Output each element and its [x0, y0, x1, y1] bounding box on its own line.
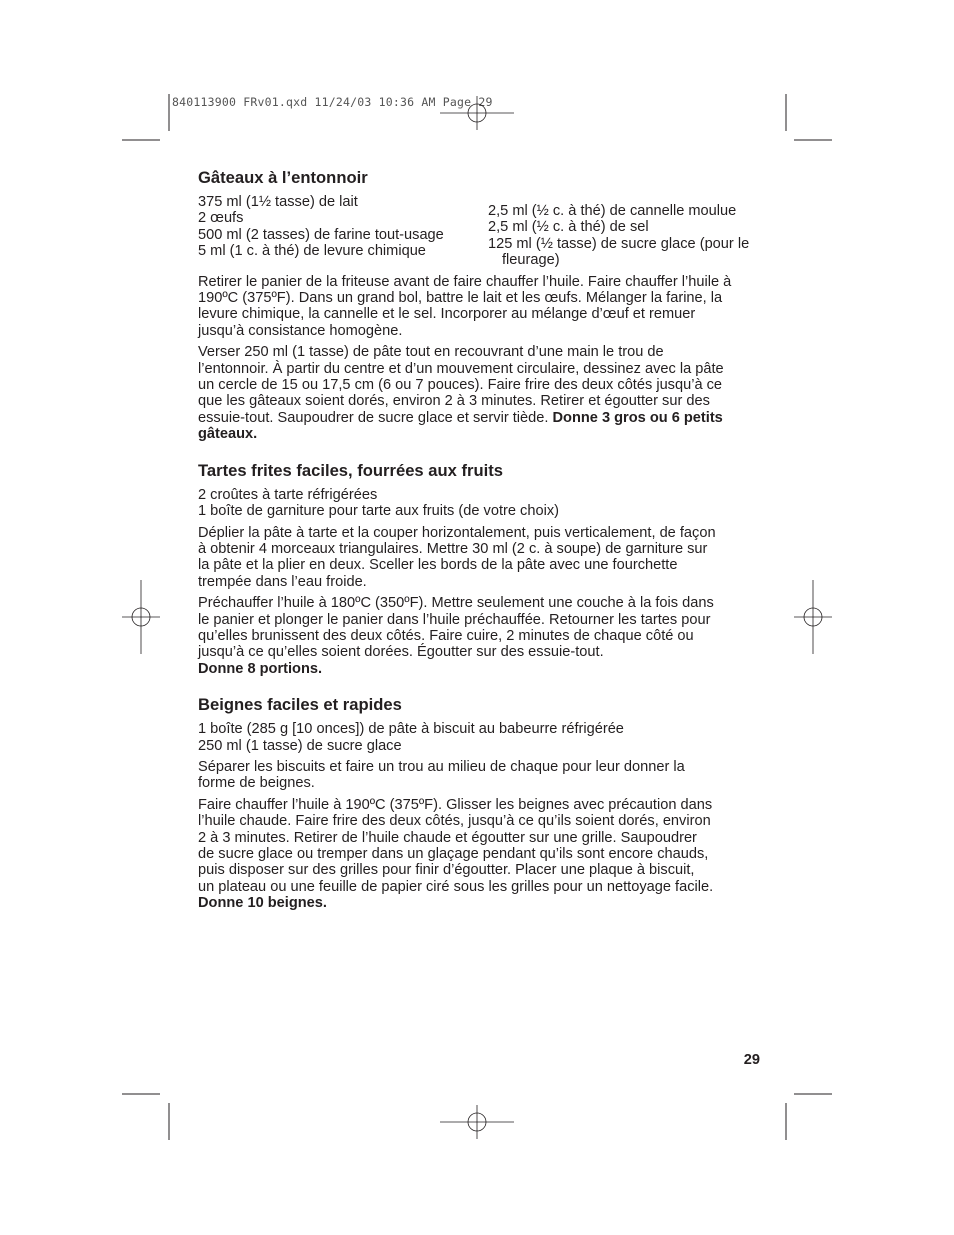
instruction-paragraph: [198, 595, 760, 677]
registration-target-bottom: [440, 1105, 514, 1139]
ingredient: 1 boîte de garniture pour tarte aux fruits (de votre choix): [198, 503, 559, 520]
text-line: 190ºC (375ºF). Dans un grand bol, battre le lait et les œufs. Mélanger la farine, la: [198, 290, 723, 307]
text-line: jusqu’à ce qu’elles soient dorées. Égoutter sur des essuie-tout.: [198, 644, 604, 661]
ingredient-columns: [198, 194, 760, 269]
ingredient: 125 ml (½ tasse) de sucre glace (pour le fleurage): [488, 235, 750, 269]
registration-target-top: [440, 96, 514, 130]
recipe-yield: Donne 3 gros ou 6 petits gâteaux.: [198, 409, 723, 443]
ingredient: 2 croûtes à tarte réfrigérées: [198, 486, 378, 503]
registration-target-right: [794, 580, 832, 654]
text-line: Séparer les biscuits et faire un trou au milieu de chaque pour leur donner la: [198, 758, 685, 775]
text-line: la pâte et la plier en deux. Sceller les bords de la pâte avec une fourchette: [198, 557, 678, 574]
ingredient: 2 œufs: [198, 210, 244, 227]
text-line: Préchauffer l’huile à 180ºC (350ºF). Mettre seulement une couche à la fois dans: [198, 595, 714, 612]
ingredient: 2,5 ml (½ c. à thé) de cannelle moulue: [488, 203, 737, 219]
ingredient-list-left: [198, 194, 468, 269]
ingredient: 375 ml (1½ tasse) de lait: [198, 194, 358, 210]
text-line: essuie-tout. Saupoudrer de sucre glace et servir tiède.: [198, 409, 549, 426]
ingredient: 1 boîte (285 g [10 onces]) de pâte à biscuit au babeurre réfrigérée: [198, 721, 624, 738]
text-line: forme de beignes.: [198, 775, 315, 792]
text-line: Faire chauffer l’huile à 190ºC (375ºF). Glisser les beignes avec précaution dans: [198, 796, 713, 813]
recipe-yield: Donne 8 portions.: [198, 660, 323, 677]
text-line: Déplier la pâte à tarte et la couper horizontalement, puis verticalement, de façon: [198, 524, 716, 541]
recipe-content: [198, 168, 760, 930]
text-line: trempée dans l’eau froide.: [198, 573, 367, 590]
text-line: un plateau ou une feuille de papier ciré sous les grilles pour un nettoyage facile.: [198, 878, 714, 895]
recipe-title: Tartes frites faciles, fourrées aux fruits: [198, 460, 503, 480]
instruction-paragraph: [198, 759, 760, 792]
ingredient: 500 ml (2 tasses) de farine tout-usage: [198, 226, 444, 243]
text-line: puis disposer sur des grilles pour finir d’égoutter. Placer une plaque à biscuit,: [198, 862, 695, 879]
instruction-paragraph: [198, 797, 760, 912]
text-line: un cercle de 15 ou 17,5 cm (6 ou 7 pouces). Faire frire des deux côtés jusqu’à ce: [198, 377, 723, 394]
recipe-fried-fruit-tarts: [198, 461, 760, 677]
text-line: que les gâteaux soient dorés, environ 2 à 3 minutes. Retirer et égoutter sur des: [198, 393, 710, 410]
recipe-title: Beignes faciles et rapides: [198, 695, 402, 715]
text-line: jusqu’à consistance homogène.: [198, 322, 403, 339]
instruction-paragraph: [198, 525, 760, 591]
ingredient-list-right: [488, 203, 760, 269]
ingredient-list: [198, 721, 760, 754]
recipe-yield: Donne 10 beignes.: [198, 895, 327, 912]
text-line: de sucre glace ou tremper dans un glaçage pendant qu’ils sont encore chauds,: [198, 846, 709, 862]
ingredient-list: [198, 487, 760, 520]
ingredient: 5 ml (1 c. à thé) de levure chimique: [198, 243, 426, 260]
instruction-paragraph: [198, 274, 760, 340]
text-line: 2 à 3 minutes. Retirer de l’huile chaude et égoutter sur une grille. Saupoudrer: [198, 829, 697, 846]
page-number: 29: [743, 1052, 760, 1068]
text-line: à obtenir 4 morceaux triangulaires. Mettre 30 ml (2 c. à soupe) de garniture sur: [198, 540, 708, 557]
ingredient: 250 ml (1 tasse) de sucre glace: [198, 737, 402, 754]
instruction-paragraph: [198, 344, 760, 442]
text-line: l’huile chaude. Faire frire des deux côtés, jusqu’à ce qu’ils soient dorés, environ: [198, 813, 711, 830]
printer-slug: 840113900 FRv01.qxd 11/24/03 10:36 AM Page 29: [172, 95, 493, 109]
ingredient: 2,5 ml (½ c. à thé) de sel: [488, 219, 649, 236]
text-line: qu’elles brunissent des deux côtés. Faire cuire, 2 minutes de chaque côté ou: [198, 627, 694, 644]
recipe-title: Gâteaux à l’entonnoir: [198, 168, 368, 187]
text-line: levure chimique, la cannelle et le sel. Incorporer au mélange d’œuf et remuer: [198, 306, 696, 323]
text-line: le panier et plonger le panier dans l’huile préchauffée. Retourner les tartes pour: [198, 611, 711, 628]
recipe-funnel-cakes: [198, 168, 760, 443]
text-line: Verser 250 ml (1 tasse) de pâte tout en recouvrant d’une main le trou de: [198, 344, 664, 361]
text-line: Retirer le panier de la friteuse avant de faire chauffer l’huile. Faire chauffer l’huile à: [198, 273, 732, 290]
registration-target-left: [122, 580, 160, 654]
recipe-easy-donuts: [198, 695, 760, 911]
text-line: l’entonnoir. À partir du centre et d’un mouvement circulaire, dessinez avec la pâte: [198, 360, 724, 377]
